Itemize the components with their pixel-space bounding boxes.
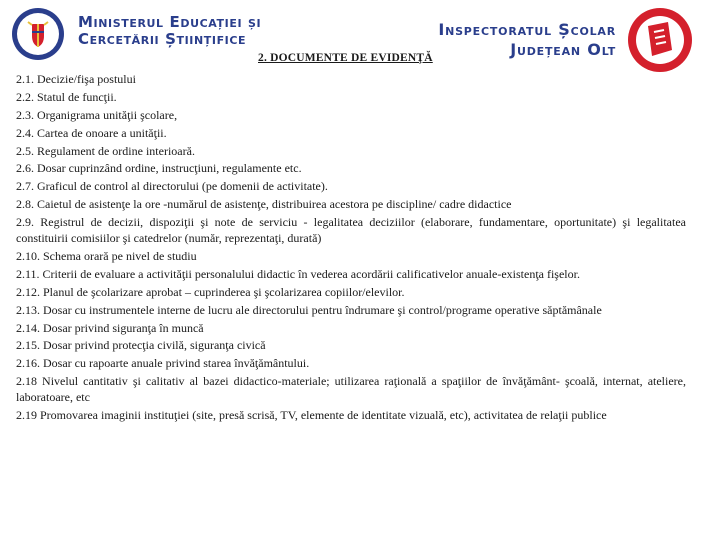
romania-coat-of-arms-seal-icon (10, 6, 66, 62)
list-item: 2.2. Statul de funcţii. (16, 89, 117, 104)
list-item: 2.6. Dosar cuprinzând ordine, instrucţiuni, regulamente etc. (16, 161, 302, 176)
list-item: 2.8. Caietul de asistenţe la ore -numărul de asistenţe, distribuirea acestora pe discipline/ cadre didactice (16, 197, 512, 212)
inspectorate-line-2: Județean Olt (510, 40, 616, 59)
inspectorate-name (438, 20, 616, 60)
document-title: 2. DOCUMENTE DE EVIDENŢĂ (258, 52, 433, 64)
list-item: 2.3. Organigrama unităţii şcolare, (16, 107, 178, 122)
list-item: 2.16. Dosar cu rapoarte anuale privind starea învăţământului. (16, 356, 310, 371)
list-item: 2.14. Dosar privind siguranţa în muncă (16, 320, 204, 335)
ministry-line-2: Cercetării Științifice (78, 30, 247, 48)
list-item: 2.15. Dosar privind protecţia civilă, siguranţa civică (16, 338, 266, 353)
list-item: 2.19 Promovarea imaginii instituţiei (site, presă scrisă, TV, elemente de identitate vizuală, etc), activitatea de relaţii publice (16, 408, 607, 423)
list-item: 2.9. Registrul de decizii, dispoziţii şi note de serviciu - legalitatea deciziilor (elaborare, fundamentare, oportunitate) şi legalitatea constituirii comisiilor şi catedrelor (număr, reprezentaţi, durată) (16, 215, 686, 246)
list-item: 2.1. Decizie/fişa postului (16, 72, 136, 86)
inspectorate-logo-icon (626, 6, 694, 74)
ministry-name (78, 14, 261, 48)
list-item: 2.12. Planul de şcolarizare aprobat – cuprinderea şi şcolarizarea copiilor/elevilor. (16, 284, 405, 299)
list-item: 2.7. Graficul de control al directorului (pe domenii de activitate). (16, 179, 328, 194)
ministry-line-1: Ministerul Educației și (78, 13, 262, 31)
list-item: 2.4. Cartea de onoare a unităţii. (16, 125, 167, 140)
document-list (16, 71, 686, 425)
list-item: 2.5. Regulament de ordine interioară. (16, 143, 195, 158)
list-item: 2.13. Dosar cu instrumentele interne de lucru ale directorului pentru îndrumare şi control/programe operative săptămânale (16, 302, 602, 317)
inspectorate-line-1: Inspectoratul Școlar (438, 20, 616, 39)
list-item: 2.18 Nivelul cantitativ şi calitativ al bazei didactico-materiale; utilizarea raţională a spaţiilor de învăţământ- şcoală, internat, ateliere, laboratoare, etc (16, 374, 686, 405)
list-item: 2.10. Schema orară pe nivel de studiu (16, 249, 197, 264)
list-item: 2.11. Criterii de evaluare a activităţii personalului didactic în vederea acordării calificativelor anuale-existenţa fişelor. (16, 266, 580, 281)
